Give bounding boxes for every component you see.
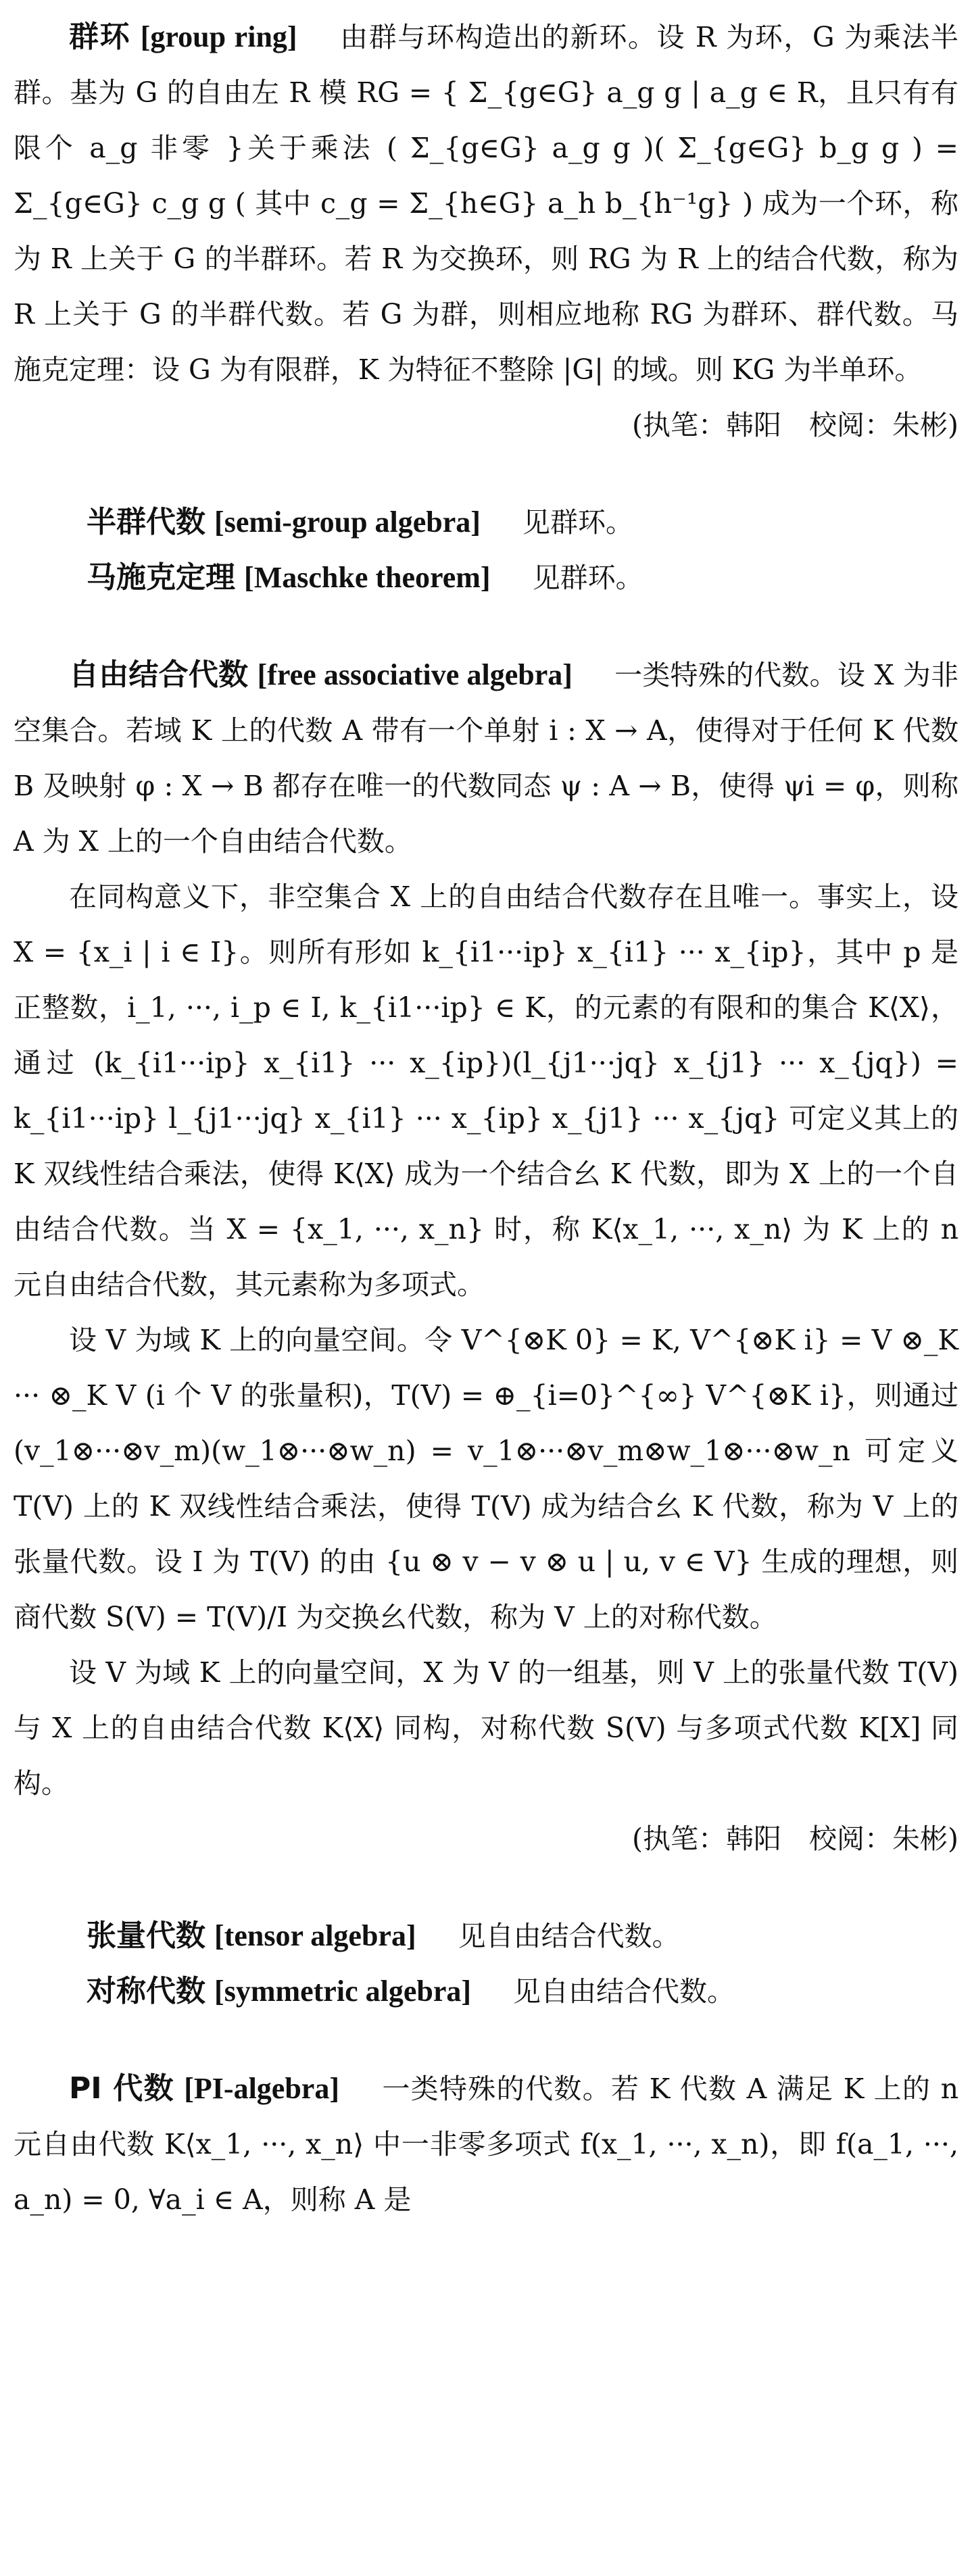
entry-paragraph: 设 V 为域 K 上的向量空间。令 V^{⊗K 0} = K, V^{⊗K i} = V ⊗_K ··· ⊗_K V (i 个 V 的张量积)，T(V) = ⊕_{i=0}^{∞} V^{⊗K i}，则通过 (v_1⊗···⊗v_m)(w_1⊗···⊗w_n) = v_1⊗···⊗v_m⊗w_1⊗···⊗w_n 可定义 T(V) 上的 K 双线性结合乘法，使得 T(V) 成为结合幺 K 代数，称为 V 上的张量代数。设 I 为 T(V) 的由 {u ⊗ v − v ⊗ u | u, v ∈ V} 生成的理想，则商代数 S(V) = T(V)/I 为交换幺代数，称为 V 上的对称代数。: [14, 1324, 958, 1633]
entry-paragraph: 在同构意义下，非空集合 X 上的自由结合代数存在且唯一。事实上，设 X = {x_i | i ∈ I}。则所有形如 k_{i1···ip} x_{i1} ··· x_{ip}，其中 p 是正整数，i_1, ···, i_p ∈ I, k_{i1···ip} ∈ K，的元素的有限和的集合 K⟨X⟩，通过 (k_{i1···ip} x_{i1} ··· x_{ip})(l_{j1···jq} x_{j1} ··· x_{jq}) = k_{i1···ip} l_{j1···jq} x_{i1} ··· x_{ip} x_{j1} ··· x_{jq} 可定义其上的 K 双线性结合乘法，使得 K⟨X⟩ 成为一个结合幺 K 代数，即为 X 上的一个自由结合代数。当 X = {x_1, ···, x_n} 时，称 K⟨x_1, ···, x_n⟩ 为 K 上的 n 元自由结合代数，其元素称为多项式。: [14, 881, 958, 1301]
entry-headword: 半群代数: [87, 505, 205, 539]
entry-english-term: [free associative algebra]: [257, 658, 573, 691]
see-reference: 见自由结合代数。: [513, 1975, 735, 2008]
entry-group-ring: [14, 9, 958, 453]
entry-english-term: [group ring]: [140, 20, 297, 53]
see-reference: 见自由结合代数。: [458, 1920, 680, 1952]
entry-headword: 自由结合代数: [69, 658, 249, 692]
entry-english-term: [symmetric algebra]: [214, 1975, 471, 2008]
entry-paragraph: [14, 2061, 958, 2227]
entry-english-term: [PI-algebra]: [184, 2072, 339, 2105]
entry-headword: 马施克定理: [87, 560, 235, 595]
entry-headword: 群环: [69, 20, 131, 54]
cross-reference-entry: [14, 1908, 958, 1964]
entry-pi-algebra: [14, 2061, 958, 2227]
cross-reference-entry: [14, 1964, 958, 2019]
entry-english-term: [tensor algebra]: [214, 1919, 416, 1952]
see-reference: 见群环。: [522, 506, 633, 539]
entry-signature: (执笔：韩阳 校阅：朱彬): [632, 1823, 958, 1855]
entry-paragraph: [14, 647, 958, 869]
entry-english-term: [Maschke theorem]: [244, 561, 491, 594]
entry-headword: PI 代数: [69, 2071, 174, 2106]
entry-paragraph: [14, 9, 958, 397]
entry-headword: 张量代数: [87, 1918, 205, 1953]
entry-english-term: [semi-group algebra]: [214, 505, 481, 539]
entry-free-associative-algebra: [14, 647, 958, 1866]
entry-body-text: 一类特殊的代数。若 K 代数 A 满足 K 上的 n 元自由代数 K⟨x_1, ···, x_n⟩ 中一非零多项式 f(x_1, ···, x_n)，即 f(a_1, ···, a_n) = 0, ∀a_i ∈ A，则称 A 是: [14, 2073, 958, 2216]
cross-reference-entry: [14, 550, 958, 605]
cross-reference-entry: [14, 495, 958, 550]
entry-signature: (执笔：韩阳 校阅：朱彬): [632, 409, 958, 441]
entry-paragraph: 设 V 为域 K 上的向量空间，X 为 V 的一组基，则 V 上的张量代数 T(V) 与 X 上的自由结合代数 K⟨X⟩ 同构，对称代数 S(V) 与多项式代数 K[X] 同构。: [14, 1656, 958, 1800]
entry-body-text: 一类特殊的代数。设 X 为非空集合。若域 K 上的代数 A 带有一个单射 i : X → A，使得对于任何 K 代数 B 及映射 φ : X → B 都存在唯一的代数同态 ψ : A → B，使得 ψi = φ，则称 A 为 X 上的一个自由结合代数。: [14, 659, 958, 858]
entry-body-text: 由群与环构造出的新环。设 R 为环，G 为乘法半群。基为 G 的自由左 R 模 RG = { Σ_{g∈G} a_g g | a_g ∈ R，且只有有限个 a_g 非零 }关于乘法 ( Σ_{g∈G} a_g g )( Σ_{g∈G} b_g g ) = Σ_{g∈G} c_g g ( 其中 c_g = Σ_{h∈G} a_h b_{h⁻¹g} ) 成为一个环，称为 R 上关于 G 的半群环。若 R 为交换环，则 RG 为 R 上的结合代数，称为 R 上关于 G 的半群代数。若 G 为群，则相应地称 RG 为群环、群代数。马施克定理：设 G 为有限群，K 为特征不整除 |G| 的域。则 KG 为半单环。: [14, 21, 959, 386]
entry-headword: 对称代数: [87, 1974, 205, 2008]
see-reference: 见群环。: [532, 562, 643, 594]
